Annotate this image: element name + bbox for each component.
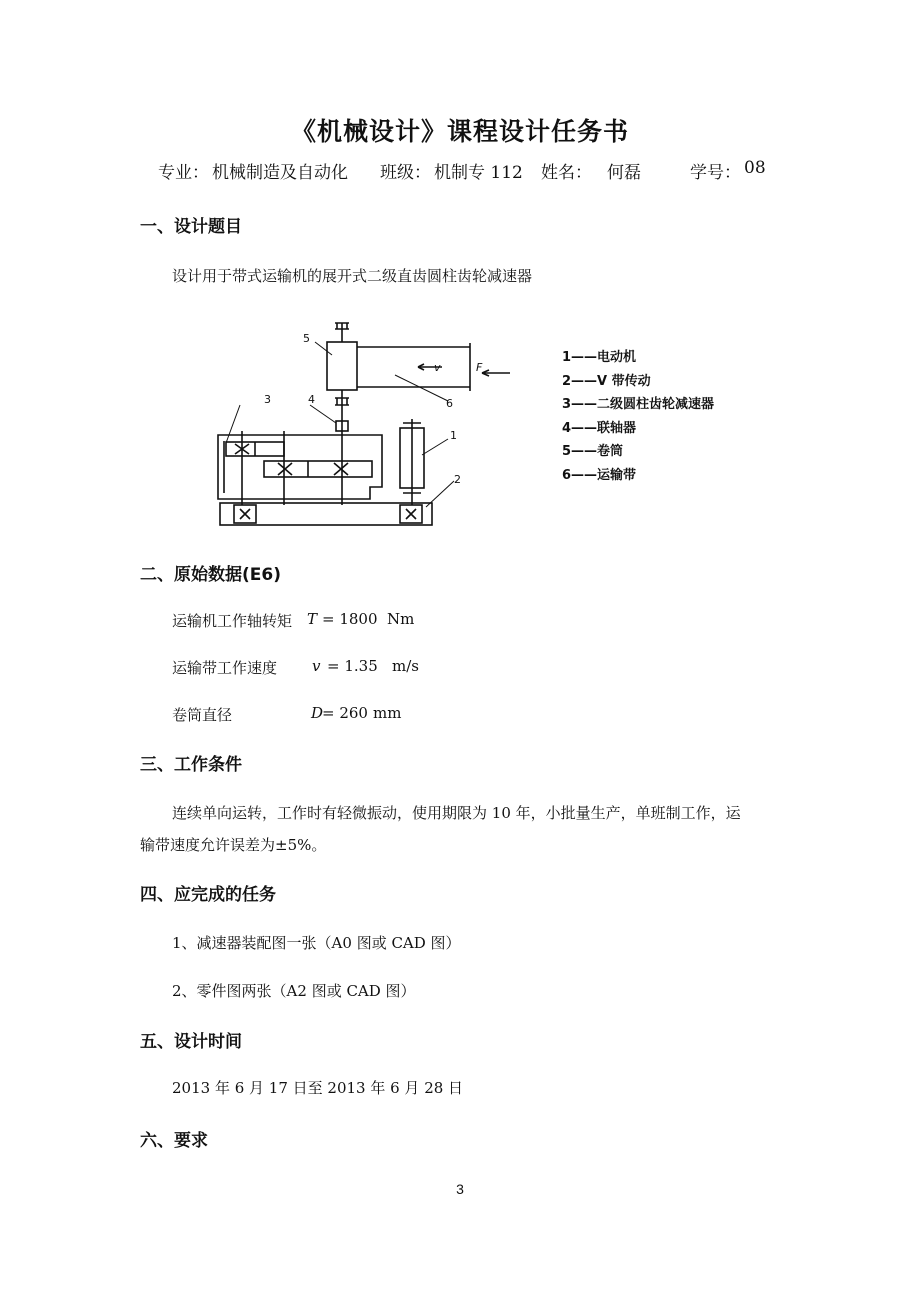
data-row-speed-unit: m/s [392,657,419,675]
section-2-heading: 二、原始数据(E6) [140,565,281,585]
diagram-label-5: 5 [303,332,310,345]
diagram-label-3: 3 [264,393,271,406]
name-label: 姓名： [541,163,592,183]
section-3-text-line2: 输带速度允许误差为±5%。 [140,836,327,854]
page-number: 3 [456,1181,464,1197]
diagram-label-4: 4 [308,393,315,406]
legend-item: 3——二级圆柱齿轮减速器 [562,397,715,412]
data-row-torque-label: 运输机工作轴转矩 [172,612,293,630]
section-3-heading: 三、工作条件 [140,755,242,775]
class-value: 机制专 112 [434,163,523,183]
drum-shape [327,342,357,390]
legend-item: 4——联轴器 [562,420,637,436]
id-label: 学号： [690,163,741,183]
legend-item: 2——V 带传动 [562,373,651,389]
data-row-speed-value: = 1.35 [327,657,378,675]
data-row-diameter-label: 卷筒直径 [172,706,233,724]
id-value: 08 [744,158,766,178]
name-value: 何磊 [607,163,641,183]
diagram-label-v: v [434,361,441,374]
data-row-torque-value: = 1800 [322,610,378,628]
major-label: 专业： [158,163,209,183]
legend-item: 1——电动机 [562,350,637,365]
data-row-speed-symbol: v [312,657,321,675]
legend-item: 6——运输带 [562,467,637,483]
data-row-diameter-symbol: D [311,704,324,722]
section-1-text: 设计用于带式运输机的展开式二级直齿圆柱齿轮减速器 [172,267,533,285]
transmission-diagram [200,315,530,535]
section-5-heading: 五、设计时间 [140,1032,242,1052]
data-row-torque-unit: Nm [387,610,415,628]
diagram-label-f: F [476,361,483,374]
data-row-diameter-value: = 260 [322,704,368,722]
task-item: 1、减速器装配图一张（A0 图或 CAD 图） [172,934,461,952]
diagram-legend [562,346,714,487]
diagram-label-1: 1 [450,429,457,442]
diagram-label-2: 2 [454,473,461,486]
data-row-diameter-unit: mm [373,704,402,722]
class-label: 班级： [380,163,431,183]
data-row-speed-label: 运输带工作速度 [172,659,278,677]
diagram-label-6: 6 [446,397,453,410]
section-6-heading: 六、要求 [140,1131,208,1151]
legend-item: 5——卷筒 [562,444,624,459]
data-row-torque-symbol: T [307,610,318,628]
section-1-heading: 一、设计题目 [140,217,242,237]
task-item: 2、零件图两张（A2 图或 CAD 图） [172,982,416,1000]
section-4-heading: 四、应完成的任务 [140,885,276,905]
page-title: 《机械设计》课程设计任务书 [290,117,629,146]
section-3-text-line1: 连续单向运转，工作时有轻微振动，使用期限为 10 年，小批量生产，单班制工作，运 [172,804,741,822]
major-value: 机械制造及自动化 [212,163,348,183]
section-5-text: 2013 年 6 月 17 日至 2013 年 6 月 28 日 [172,1079,464,1097]
